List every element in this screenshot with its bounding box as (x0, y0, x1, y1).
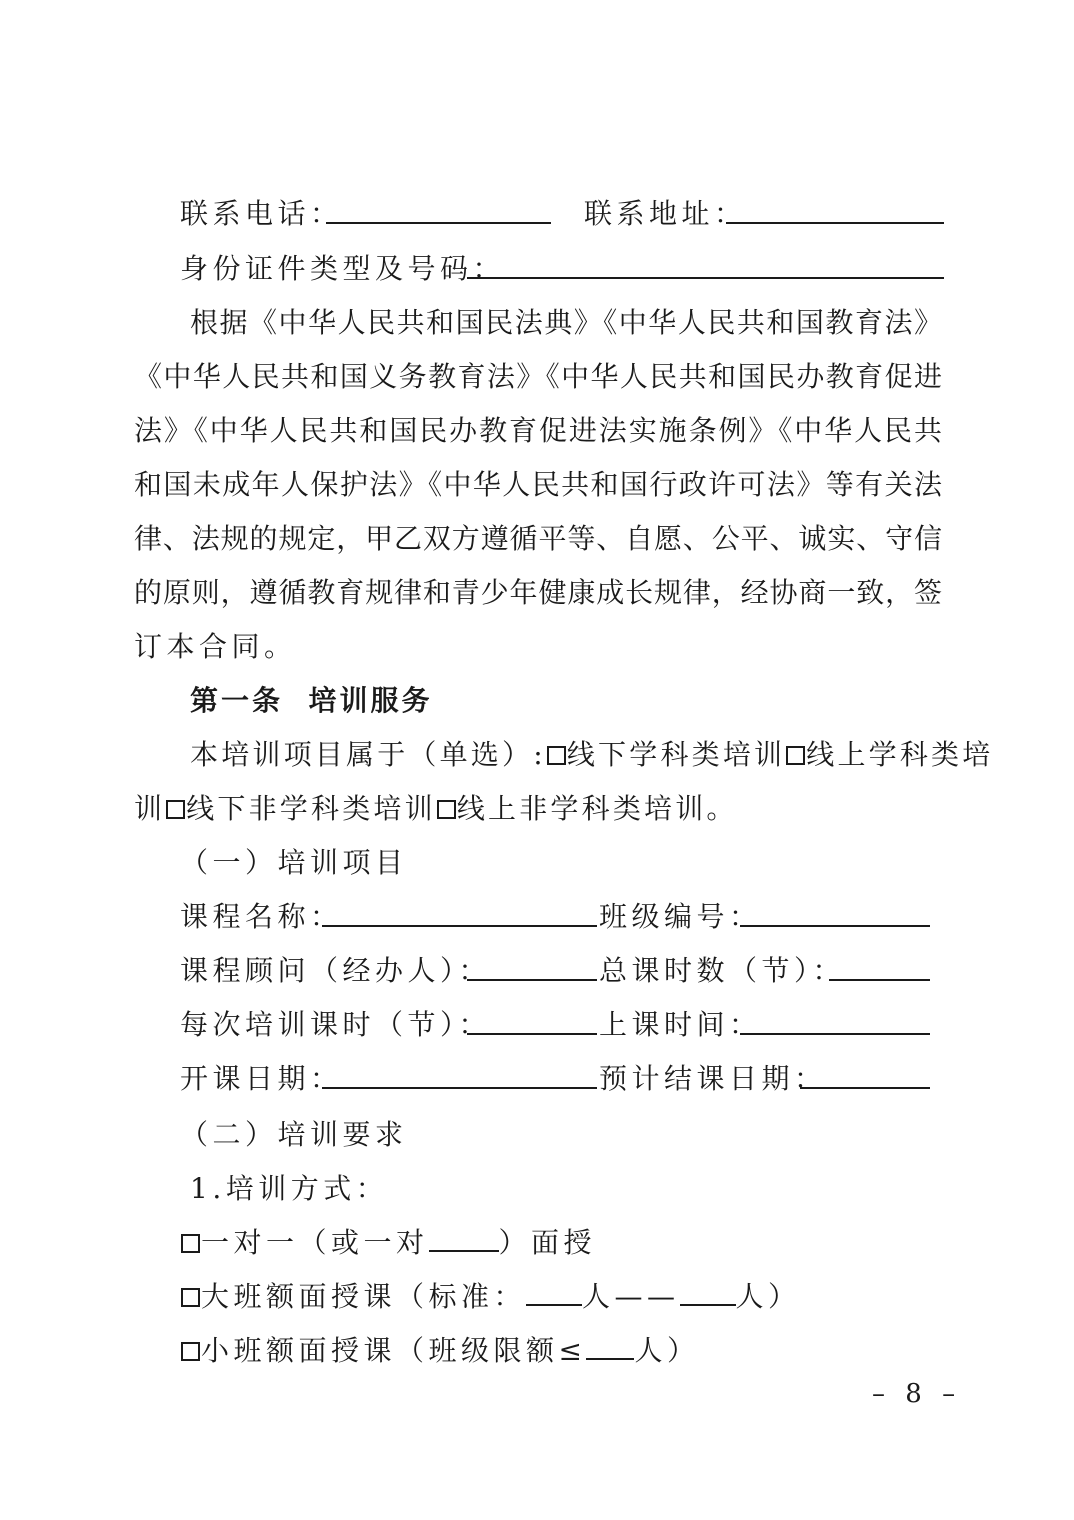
preamble-line-6: 的原则，遵循教育规律和青少年健康成长规律，经协商一致，签 (134, 576, 942, 609)
option-online-nonsubject: 线上非学科类培训。 (456, 792, 738, 825)
category-line-1 (190, 735, 993, 775)
section-1-heading: （一）培训项目 (180, 846, 408, 879)
class-number-blank[interactable] (740, 901, 930, 927)
mode-one-on-one (180, 1223, 596, 1263)
preamble-line-7: 订本合同。 (134, 630, 297, 663)
address-blank[interactable] (726, 198, 944, 224)
preamble-line-1: 根据《中华人民共和国民法典》《中华人民共和国教育法》 (190, 306, 942, 339)
page-number: – 8 – (872, 1379, 962, 1409)
article-1-heading: 第一条 培训服务 (190, 684, 433, 717)
phone-blank[interactable] (326, 198, 551, 224)
large-class-text-c: 人） (735, 1280, 801, 1313)
option-online-subject-part1: 线上学科类培 (806, 738, 994, 771)
preamble-line-3: 法》《中华人民共和国民办教育促进法实施条例》《中华人民共 (134, 414, 942, 447)
checkbox-online-subject[interactable] (786, 746, 805, 765)
id-row (180, 249, 505, 289)
section-2-heading: （二）培训要求 (180, 1118, 408, 1151)
checkbox-large-class[interactable] (181, 1288, 200, 1307)
preamble-line-5: 律、法规的规定，甲乙双方遵循平等、自愿、公平、诚实、守信 (134, 522, 942, 555)
start-date-blank[interactable] (322, 1063, 597, 1089)
advisor-blank[interactable] (467, 955, 597, 981)
checkbox-one-on-one[interactable] (181, 1234, 200, 1253)
phone-label: 联系电话： (180, 197, 343, 230)
total-hours-blank[interactable] (829, 955, 930, 981)
class-time-blank[interactable] (740, 1009, 930, 1035)
one-on-one-text-a: 一对一（或一对 (201, 1226, 429, 1259)
end-date-blank[interactable] (800, 1063, 930, 1089)
checkbox-offline-nonsubject[interactable] (166, 800, 185, 819)
course-name-blank[interactable] (322, 901, 597, 927)
class-number-label: 班级编号： (599, 900, 762, 933)
small-class-text-b: 人） (634, 1334, 700, 1367)
option-offline-nonsubject: 线下非学科类培训 (186, 792, 436, 825)
mode-small-class (180, 1331, 699, 1371)
start-date-label: 开课日期： (180, 1062, 343, 1095)
option-online-subject-part2: 训 (134, 792, 166, 825)
preamble-line-2: 《中华人民共和国义务教育法》《中华人民共和国民办教育促进 (134, 360, 942, 393)
one-on-one-text-b: ）面授 (498, 1226, 597, 1259)
contact-row (180, 194, 343, 234)
small-class-text-a: 小班额面授课（班级限额≤ (201, 1334, 587, 1367)
large-class-min-blank[interactable] (526, 1280, 582, 1306)
category-line-2 (134, 789, 738, 829)
preamble-line-4: 和国未成年人保护法》《中华人民共和国行政许可法》等有关法 (134, 468, 942, 501)
class-time-label: 上课时间： (599, 1008, 762, 1041)
course-name-label: 课程名称： (180, 900, 343, 933)
large-class-text-b: 人—— (582, 1280, 680, 1313)
id-label: 身份证件类型及号码： (180, 252, 506, 285)
checkbox-offline-subject[interactable] (547, 746, 566, 765)
id-blank[interactable] (467, 253, 944, 279)
address-label: 联系地址： (584, 197, 747, 230)
category-intro: 本培训项目属于（单选）: (190, 738, 546, 771)
large-class-text-a: 大班额面授课（标准： (201, 1280, 527, 1313)
hours-per-session-blank[interactable] (467, 1009, 597, 1035)
one-on-one-blank[interactable] (429, 1226, 499, 1252)
large-class-max-blank[interactable] (680, 1280, 736, 1306)
checkbox-online-nonsubject[interactable] (437, 800, 456, 819)
total-hours-label: 总课时数（节）： (599, 954, 846, 987)
small-class-limit-blank[interactable] (586, 1334, 634, 1360)
advisor-label: 课程顾问（经办人）： (180, 954, 492, 987)
mode-label: 1.培训方式： (190, 1172, 389, 1205)
hours-per-session-label: 每次培训课时（节）： (180, 1008, 492, 1041)
mode-large-class (180, 1277, 801, 1317)
option-offline-subject: 线下学科类培训 (566, 738, 786, 771)
address-row (584, 194, 747, 234)
end-date-label: 预计结课日期： (599, 1062, 827, 1095)
checkbox-small-class[interactable] (181, 1342, 200, 1361)
